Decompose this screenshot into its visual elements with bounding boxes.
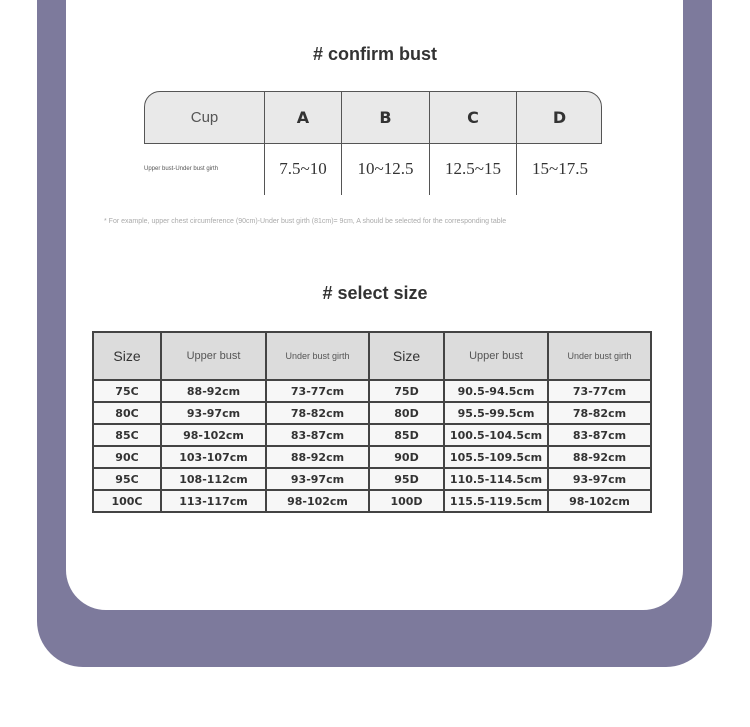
table-cell: 100.5-104.5cm bbox=[444, 424, 548, 446]
table-cell: 95D bbox=[369, 468, 444, 490]
table-cell: 90D bbox=[369, 446, 444, 468]
table-cell: 83-87cm bbox=[266, 424, 369, 446]
size-table-header bbox=[93, 332, 651, 380]
table-cell: 98-102cm bbox=[548, 490, 651, 512]
column-header: Under bust girth bbox=[266, 332, 369, 380]
table-cell: 103-107cm bbox=[161, 446, 266, 468]
table-cell: 90.5-94.5cm bbox=[444, 380, 548, 402]
table-row bbox=[93, 490, 651, 512]
cup-d: D bbox=[516, 92, 602, 143]
table-cell: 110.5-114.5cm bbox=[444, 468, 548, 490]
column-header: Under bust girth bbox=[548, 332, 651, 380]
table-cell: 100D bbox=[369, 490, 444, 512]
table-cell: 88-92cm bbox=[266, 446, 369, 468]
table-cell: 73-77cm bbox=[548, 380, 651, 402]
table-cell: 113-117cm bbox=[161, 490, 266, 512]
table-cell: 93-97cm bbox=[161, 402, 266, 424]
table-cell: 80D bbox=[369, 402, 444, 424]
difference-label: Upper bust-Under bust girth bbox=[144, 166, 219, 172]
difference-b: 10~12.5 bbox=[341, 143, 429, 195]
cup-label: Cup bbox=[190, 109, 219, 126]
table-cell: 85C bbox=[93, 424, 161, 446]
select-size-heading: # select size bbox=[322, 283, 428, 303]
table-cell: 93-97cm bbox=[266, 468, 369, 490]
difference-a: 7.5~10 bbox=[264, 143, 341, 195]
difference-row bbox=[144, 143, 602, 195]
table-cell: 115.5-119.5cm bbox=[444, 490, 548, 512]
column-header: Size bbox=[369, 332, 444, 380]
table-row bbox=[93, 402, 651, 424]
table-cell: 85D bbox=[369, 424, 444, 446]
table-cell: 90C bbox=[93, 446, 161, 468]
size-table bbox=[92, 331, 652, 513]
table-row bbox=[93, 446, 651, 468]
confirm-bust-heading: # confirm bust bbox=[312, 44, 437, 64]
table-cell: 80C bbox=[93, 402, 161, 424]
difference-c: 12.5~15 bbox=[429, 143, 516, 195]
table-row bbox=[93, 380, 651, 402]
table-cell: 100C bbox=[93, 490, 161, 512]
table-cell: 88-92cm bbox=[161, 380, 266, 402]
table-cell: 83-87cm bbox=[548, 424, 651, 446]
table-cell: 75C bbox=[93, 380, 161, 402]
table-cell: 78-82cm bbox=[548, 402, 651, 424]
table-cell: 93-97cm bbox=[548, 468, 651, 490]
confirm-bust-table bbox=[144, 91, 602, 195]
table-cell: 73-77cm bbox=[266, 380, 369, 402]
cup-b: B bbox=[341, 92, 429, 143]
table-cell: 78-82cm bbox=[266, 402, 369, 424]
example-note: * For example, upper chest circumference (90cm)-Under bust girth (81cm)= 9cm, A should be selected for the corresponding table bbox=[104, 218, 507, 225]
difference-d: 15~17.5 bbox=[516, 143, 603, 195]
table-row bbox=[93, 468, 651, 490]
column-header: Upper bust bbox=[444, 332, 548, 380]
table-cell: 108-112cm bbox=[161, 468, 266, 490]
table-cell: 105.5-109.5cm bbox=[444, 446, 548, 468]
table-cell: 95C bbox=[93, 468, 161, 490]
table-cell: 98-102cm bbox=[266, 490, 369, 512]
table-row bbox=[93, 424, 651, 446]
table-cell: 88-92cm bbox=[548, 446, 651, 468]
cup-a: A bbox=[264, 92, 341, 143]
table-cell: 75D bbox=[369, 380, 444, 402]
column-header: Size bbox=[93, 332, 161, 380]
cup-c: C bbox=[429, 92, 516, 143]
table-cell: 95.5-99.5cm bbox=[444, 402, 548, 424]
table-cell: 98-102cm bbox=[161, 424, 266, 446]
column-header: Upper bust bbox=[161, 332, 266, 380]
cup-header-row bbox=[144, 91, 602, 144]
